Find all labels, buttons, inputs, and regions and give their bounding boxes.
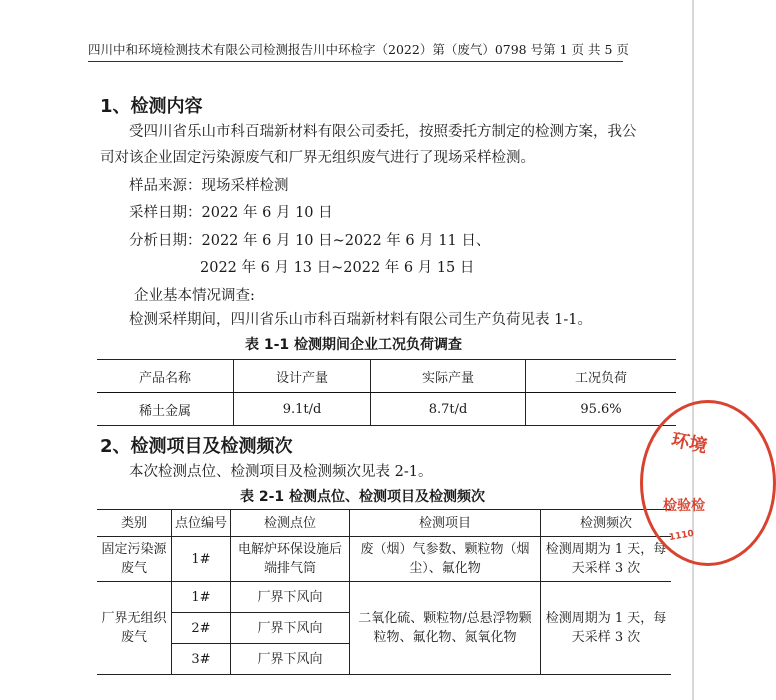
- table1-header-product: 产品名称: [97, 360, 234, 393]
- table2-row1-items: 废（烟）气参数、颗粒物（烟尘）、氟化物: [350, 537, 541, 582]
- stamp-chars-top: 环境: [669, 429, 709, 458]
- table-2-1: [97, 509, 671, 675]
- header-page: 第 1 页 共 5 页: [543, 42, 629, 57]
- table2-row1-point-no: 1#: [172, 537, 231, 582]
- table2-group2-items: 二氧化硫、颗粒物/总悬浮物颗粒物、氟化物、氮氧化物: [350, 582, 541, 675]
- table1-cell-actual: 8.7t/d: [371, 393, 526, 426]
- header-rule: [88, 61, 623, 62]
- table1-cell-product: 稀土金属: [97, 393, 234, 426]
- table2-header-frequency: 检测频次: [541, 510, 672, 537]
- analysis-date-2: 2022 年 6 月 13 日~2022 年 6 月 15 日: [200, 260, 475, 276]
- table2-group2-point-no-2: 2#: [172, 613, 231, 644]
- table-row: [97, 393, 676, 426]
- intro-line2: 司对该企业固定污染源废气和厂界无组织废气进行了现场采样检测。: [100, 150, 535, 166]
- table2-row1-category: 固定污染源废气: [97, 537, 172, 582]
- section2-title: 2、检测项目及检测频次: [100, 436, 293, 457]
- table1-caption: 表 1-1 检测期间企业工况负荷调查: [245, 337, 463, 353]
- company-survey: 企业基本情况调查:: [134, 288, 255, 304]
- page-edge: [692, 0, 694, 700]
- table-row: [97, 582, 671, 613]
- table2-header-items: 检测项目: [350, 510, 541, 537]
- table2-group2-point-no-1: 1#: [172, 582, 231, 613]
- sample-source: 样品来源：现场采样检测: [129, 178, 289, 194]
- table-row: [97, 537, 671, 582]
- table2-group2-location-2: 厂界下风向: [231, 613, 350, 644]
- stamp-chars-mid: 检验检: [663, 498, 705, 514]
- table2-header-row: [97, 510, 671, 537]
- intro-line1: 受四川省乐山市科百瑞新材料有限公司委托，按照委托方制定的检测方案，我公: [129, 124, 637, 140]
- table1-header-row: [97, 360, 676, 393]
- table2-row1-frequency: 检测周期为 1 天，每天采样 3 次: [541, 537, 672, 582]
- survey-text: 检测采样期间，四川省乐山市科百瑞新材料有限公司生产负荷见表 1-1。: [129, 312, 592, 328]
- header-report-no: 川中环检字（2022）第（废气）0798 号: [313, 42, 544, 57]
- table-1-1: [97, 359, 676, 426]
- analysis-date-1: 分析日期：2022 年 6 月 10 日~2022 年 6 月 11 日、: [129, 233, 491, 249]
- red-seal-stamp: [640, 400, 776, 566]
- table1-header-actual: 实际产量: [371, 360, 526, 393]
- table2-group2-frequency: 检测周期为 1 天，每天采样 3 次: [541, 582, 672, 675]
- table2-header-point-no: 点位编号: [172, 510, 231, 537]
- table2-group2-point-no-3: 3#: [172, 644, 231, 675]
- section1-title: 1、检测内容: [100, 96, 203, 117]
- table2-group2-category: 厂界无组织废气: [97, 582, 172, 675]
- sampling-date: 采样日期：2022 年 6 月 10 日: [129, 205, 333, 221]
- page-header: [88, 40, 629, 58]
- table1-header-design: 设计产量: [234, 360, 371, 393]
- table1-cell-design: 9.1t/d: [234, 393, 371, 426]
- table2-caption: 表 2-1 检测点位、检测项目及检测频次: [240, 489, 486, 505]
- header-org: 四川中和环境检测技术有限公司检测报告: [88, 42, 314, 57]
- table2-row1-location: 电解炉环保设施后端排气筒: [231, 537, 350, 582]
- table2-header-category: 类别: [97, 510, 172, 537]
- table1-header-load: 工况负荷: [526, 360, 677, 393]
- section2-intro: 本次检测点位、检测项目及检测频次见表 2-1。: [129, 464, 433, 480]
- table2-header-location: 检测点位: [231, 510, 350, 537]
- stamp-number: 1110: [668, 528, 695, 544]
- table1-cell-load: 95.6%: [526, 393, 677, 426]
- table2-group2-location-3: 厂界下风向: [231, 644, 350, 675]
- table2-group2-location-1: 厂界下风向: [231, 582, 350, 613]
